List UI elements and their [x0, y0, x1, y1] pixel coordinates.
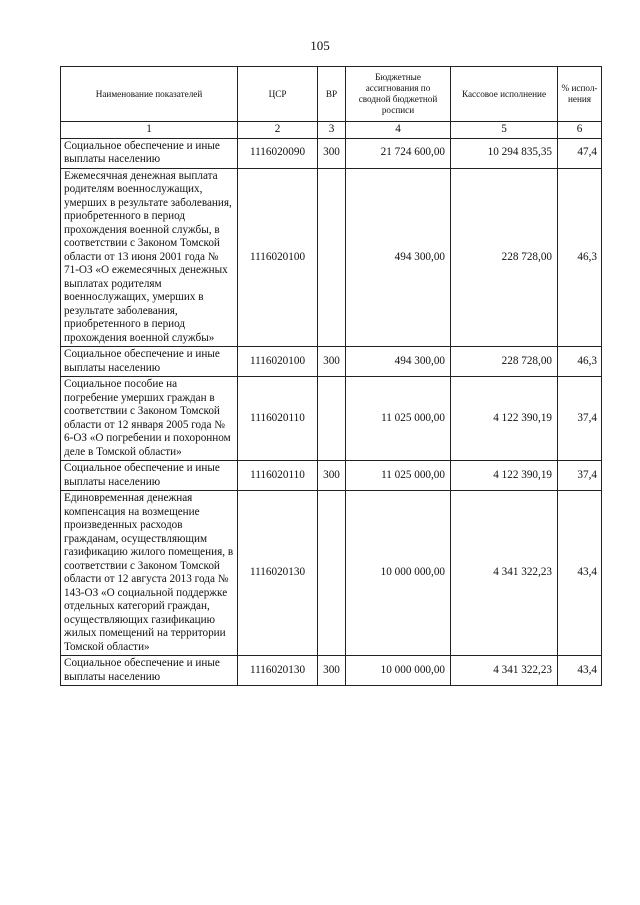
execution-percent: 43,4 [558, 656, 602, 686]
executed-amount: 4 341 322,23 [451, 491, 558, 656]
csr-code: 1116020130 [238, 491, 318, 656]
executed-amount: 228 728,00 [451, 168, 558, 347]
column-number: 6 [558, 122, 602, 139]
execution-percent: 37,4 [558, 461, 602, 491]
execution-percent: 46,3 [558, 347, 602, 377]
allocated-amount: 10 000 000,00 [346, 491, 451, 656]
allocated-amount: 494 300,00 [346, 168, 451, 347]
execution-percent: 47,4 [558, 138, 602, 168]
vr-code: 300 [318, 656, 346, 686]
table-row [61, 347, 602, 377]
indicator-name: Социальное обеспечение и иные выплаты населению [61, 138, 238, 168]
csr-code: 1116020100 [238, 168, 318, 347]
csr-code: 1116020130 [238, 656, 318, 686]
executed-amount: 4 341 322,23 [451, 656, 558, 686]
vr-code: 300 [318, 347, 346, 377]
indicator-name: Социальное обеспечение и иные выплаты населению [61, 347, 238, 377]
column-number: 2 [238, 122, 318, 139]
executed-amount: 10 294 835,35 [451, 138, 558, 168]
vr-code [318, 377, 346, 461]
header-indicator-name: Наименование показателей [61, 67, 238, 122]
table-row [61, 656, 602, 686]
indicator-name: Единовременная денежная компенсация на возмещение произведенных расходов гражданам, осуществляющим газификацию жилого помещения, в соответствии с Законом Томской области от 12 августа 2013 года № 143-ОЗ «О социальной поддержке отдельных категорий граждан, осуществляющих газификацию жилых помещений на территории Томской области» [61, 491, 238, 656]
column-number: 1 [61, 122, 238, 139]
indicator-name: Социальное обеспечение и иные выплаты населению [61, 656, 238, 686]
csr-code: 1116020110 [238, 461, 318, 491]
column-number: 3 [318, 122, 346, 139]
executed-amount: 228 728,00 [451, 347, 558, 377]
budget-execution-table [60, 66, 602, 686]
indicator-name: Социальное обеспечение и иные выплаты населению [61, 461, 238, 491]
csr-code: 1116020090 [238, 138, 318, 168]
execution-percent: 37,4 [558, 377, 602, 461]
column-number-row [61, 122, 602, 139]
header-execution-percent: % испол-нения [558, 67, 602, 122]
header-vr: ВР [318, 67, 346, 122]
csr-code: 1116020110 [238, 377, 318, 461]
header-csr: ЦСР [238, 67, 318, 122]
table-row [61, 138, 602, 168]
vr-code [318, 168, 346, 347]
allocated-amount: 494 300,00 [346, 347, 451, 377]
vr-code: 300 [318, 461, 346, 491]
executed-amount: 4 122 390,19 [451, 377, 558, 461]
table-row [61, 461, 602, 491]
vr-code: 300 [318, 138, 346, 168]
column-number: 4 [346, 122, 451, 139]
executed-amount: 4 122 390,19 [451, 461, 558, 491]
column-number: 5 [451, 122, 558, 139]
page-number: 105 [310, 38, 330, 53]
allocated-amount: 11 025 000,00 [346, 461, 451, 491]
header-cash-execution: Кассовое исполнение [451, 67, 558, 122]
table-row [61, 168, 602, 347]
execution-percent: 46,3 [558, 168, 602, 347]
allocated-amount: 10 000 000,00 [346, 656, 451, 686]
execution-percent: 43,4 [558, 491, 602, 656]
table-header-row [61, 67, 602, 122]
header-allocations: Бюджетные ассигнования по сводной бюджетной росписи [346, 67, 451, 122]
allocated-amount: 21 724 600,00 [346, 138, 451, 168]
table-row [61, 377, 602, 461]
indicator-name: Ежемесячная денежная выплата родителям военнослужащих, умерших в результате заболевания, приобретенного в период прохождения военной службы, в соответствии с Законом Томской области от 13 июня 2001 года № 71-ОЗ «О ежемесячных денежных выплатах родителям военнослужащих, умерших в результате заболевания, приобретенного в период прохождения военной службы» [61, 168, 238, 347]
csr-code: 1116020100 [238, 347, 318, 377]
vr-code [318, 491, 346, 656]
allocated-amount: 11 025 000,00 [346, 377, 451, 461]
table-row [61, 491, 602, 656]
indicator-name: Социальное пособие на погребение умерших граждан в соответствии с Законом Томской области от 12 января 2005 года № 6-ОЗ «О погребении и похоронном деле в Томской области» [61, 377, 238, 461]
